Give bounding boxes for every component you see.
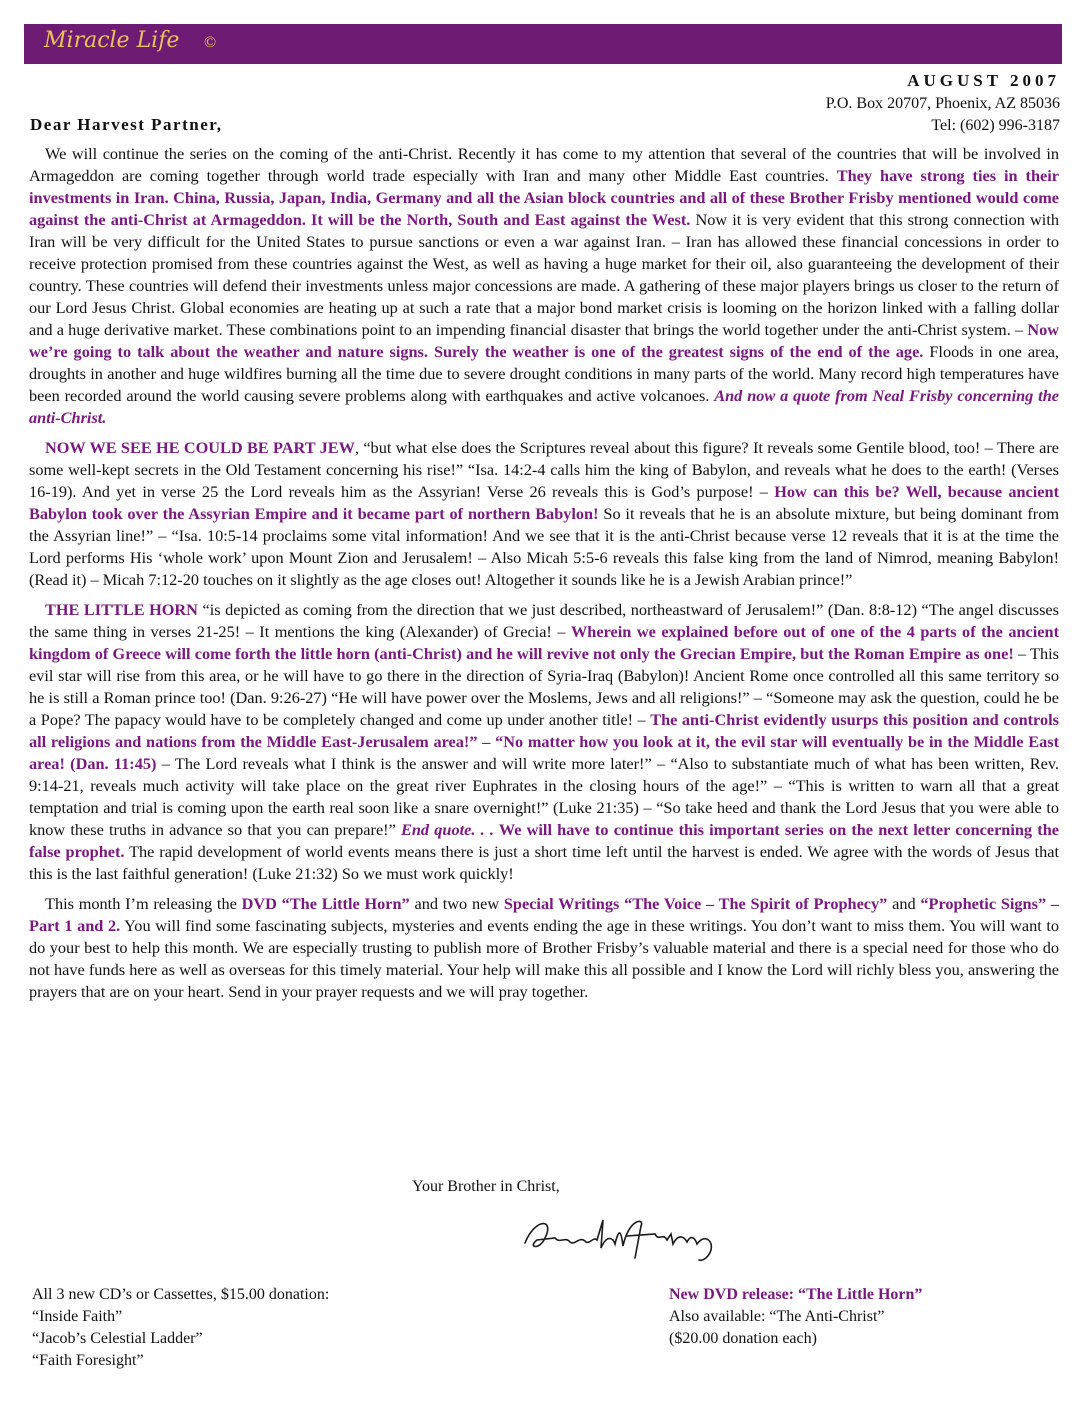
dvd-offer	[669, 1284, 922, 1350]
dvd-donation: ($20.00 donation each)	[669, 1330, 817, 1347]
greeting: Dear Harvest Partner,	[30, 115, 223, 134]
paragraph-2	[29, 437, 1059, 591]
p1-highlight: Now we’re going to talk about the weather and nature signs. Surely the weather is one of the greatest signs of the end of the age.	[29, 320, 1059, 361]
p3-highlight: The anti-Christ evidently usurps this position and controls all religions and nations from the Middle East-Jerusalem area!” – “No matter how you look at it, the evil star will eventually be in the Middle East area! (Dan. 11:45)	[29, 710, 1059, 773]
paragraph-4	[29, 893, 1059, 1003]
cd-title: “Inside Faith”	[32, 1308, 123, 1325]
miracle-life-logo: Miracle Life	[44, 28, 180, 53]
postal-address: P.O. Box 20707, Phoenix, AZ 85036	[825, 95, 1060, 112]
p1-text: Floods in one area, droughts in another and huge wildfires burning all the time due to severe drought conditions in many parts of the world. Many record high temperatures have been recorded around the world causing severe problems along with earthquakes and active volcanoes.	[29, 342, 1059, 405]
p2-heading: NOW WE SEE HE COULD BE PART JEW	[45, 438, 355, 457]
address-block	[826, 93, 1060, 137]
closing-line: Your Brother in Christ,	[412, 1178, 560, 1195]
p4-highlight: DVD “The Little Horn”	[241, 894, 410, 913]
p1-text: We will continue the series on the coming of the anti-Christ. Recently it has come to my attention that several of the countries that will be involved in Armageddon are coming together through world trade especially with Iran and many other Middle East countries.	[29, 144, 1059, 185]
telephone: Tel: (602) 996-3187	[931, 117, 1060, 134]
p4-text: This month I’m releasing the	[45, 894, 242, 913]
p1-highlight: They have strong ties in their investments in Iran. China, Russia, Japan, India, Germany and all the Asian block countries and all of these Brother Frisby mentioned would come against the anti-Christ at Armageddon. It will be the North, South and East against the West.	[29, 166, 1059, 229]
cd-title: “Jacob’s Celestial Ladder”	[32, 1330, 203, 1347]
p3-text: – This evil star will rise from this area, or he will have to go there in the direction of Syria-Iraq (Babylon)! Ancient Rome once controlled all this same territory so he is still a Roman prince too! (Dan. 9:26-27) “He will have power over the Moslems, Jews and all religions!” – “Someone may ask the question, could he be a Pope? The papacy would have to be completely changed and come up under another title! –	[29, 644, 1059, 729]
p4-highlight: “Prophetic Signs” – Part 1 and 2.	[29, 894, 1059, 935]
p2-text: So it reveals that he is an absolute mixture, but being dominant from the Assyrian line!” – “Isa. 10:5-14 proclaims some vital information! And we see that it is the anti-Christ because verse 12 reveals that it is at the time the Lord performs His ‘whole work’ upon Mount Zion and Jerusalem! – Also Micah 5:5-6 reveals this false king from the land of Nimrod, meaning Babylon! (Read it) – Micah 7:12-20 touches on it slightly as the age closes out! Altogether it sounds like he is a Jewish Arabian prince!”	[29, 504, 1060, 589]
p3-text: The rapid development of world events means there is just a short time left until the harvest is ended. We agree with the words of Jesus that this is the last faithful generation! (Luke 21:32) So we must work quickly!	[29, 842, 1059, 883]
header-banner	[24, 24, 1062, 64]
letter-body	[29, 143, 1059, 1011]
cd-offer-list	[32, 1284, 329, 1372]
dvd-release-title: New DVD release: “The Little Horn”	[669, 1286, 923, 1303]
p3-text: – The Lord reveals what I think is the answer and will write more later!” – “Also to substantiate much of what has been written, Rev. 9:14-21, reveals much activity will take place on the great river Euphrates in the closing hours of the age!” – “This is written to warn all that a great temptation and trial is coming upon the earth real soon like a snare overnight!” (Luke 21:35) – “So take heed and thank the Lord Jesus that you were able to know these truths in advance so that you can prepare!”	[29, 754, 1059, 839]
p4-text: You will find some fascinating subjects, mysteries and events ending the age in these writings. You don’t want to miss them. You will want to do your best to help this month. We are especially trusting to publish more of Brother Frisby’s valuable material and there is a special need for those who do not have funds here as well as overseas for this timely material. Your help will make this all possible and I know the Lord will richly bless you, answering the prayers that are on your heart. Send in your prayer requests and we will pray together.	[29, 916, 1060, 1001]
signature-image	[515, 1208, 735, 1268]
p4-text: and two new	[409, 894, 504, 913]
paragraph-1	[29, 143, 1059, 429]
p1-text: Now it is very evident that this strong connection with Iran will be very difficult for the United States to pursue sanctions or even a war against Iran. – Iran has allowed these financial concessions in order to receive protection promised from these countries against the West, as well as having a huge market for their oil, also guaranteeing the development of their country. These countries will defend their investments unless major concessions are made. A gathering of these major players brings us closer to the return of our Lord Jesus Christ. Global economies are heating up at such a rate that a major bond market crisis is looming on the horizon linked with a falling dollar and a huge derivative market. These combinations point to an impending financial disaster that brings the world together under the anti-Christ system. –	[29, 210, 1059, 339]
p4-text: and	[887, 894, 921, 913]
p1-highlight-italic: And now a quote from Neal Frisby concerning the anti-Christ.	[29, 386, 1059, 427]
p4-highlight: Special Writings “The Voice – The Spirit of Prophecy”	[503, 894, 888, 913]
p3-end-quote: End quote. . .	[401, 820, 494, 839]
p2-highlight: How can this be? Well, because ancient Babylon took over the Assyrian Empire and it became part of northern Babylon!	[29, 482, 1060, 523]
p3-text: “is depicted as coming from the direction that we just described, northeastward of Jerusalem!” (Dan. 8:8-12) “The angel discusses the same thing in verses 21-25! – It mentions the king (Alexander) of Grecia! –	[29, 600, 1059, 641]
cd-offer-title: All 3 new CD’s or Cassettes, $15.00 donation:	[32, 1286, 330, 1303]
letter-date: AUGUST 2007	[907, 71, 1060, 90]
cd-title: “Faith Foresight”	[32, 1352, 144, 1369]
p3-highlight: Wherein we explained before out of one of the 4 parts of the ancient kingdom of Greece will come forth the little horn (anti-Christ) and he will revive not only the Grecian Empire, but the Roman Empire as one!	[29, 622, 1059, 663]
p3-heading: THE LITTLE HORN	[45, 600, 198, 619]
copyright-symbol: ©	[204, 34, 217, 51]
p2-text: , “but what else does the Scriptures reveal about this figure? It reveals some Gentile blood, too! – There are some well-kept secrets in the Old Testament concerning his rise!” “Isa. 14:2-4 calls him the king of Babylon, and reveals what he does to the earth! (Verses 16-19). And yet in verse 25 the Lord reveals him as the Assyrian! Verse 26 reveals this is God’s purpose! –	[29, 438, 1059, 501]
paragraph-3	[29, 599, 1059, 885]
p3-highlight: We will have to continue this important series on the next letter concerning the false prophet.	[29, 820, 1059, 861]
dvd-also-available: Also available: “The Anti-Christ”	[669, 1308, 885, 1325]
